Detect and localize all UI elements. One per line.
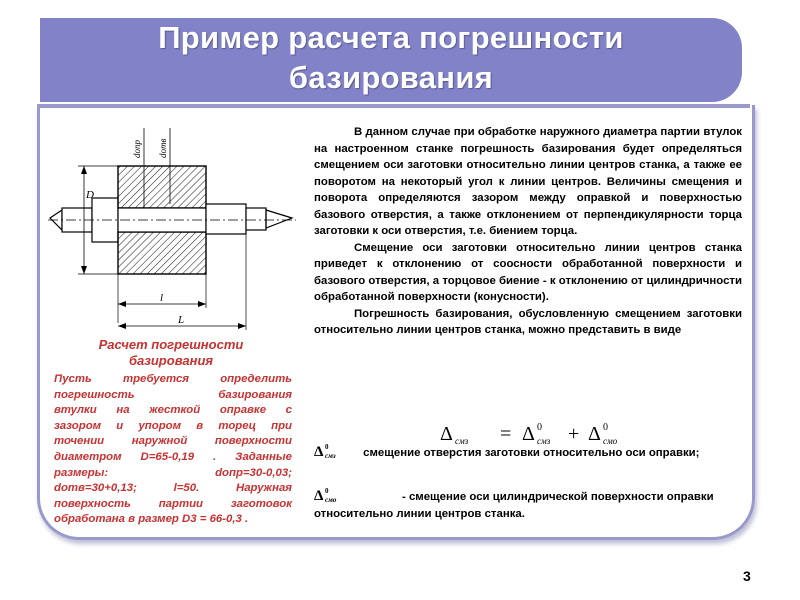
formula-rhs2-sub: смо (603, 436, 618, 446)
formula-lhs-sub: смз (455, 436, 469, 446)
sleeve-upper (118, 166, 206, 208)
caption-line-2: базирования (128, 353, 214, 368)
delta-smo-symbol (314, 487, 402, 503)
mandrel-sleeve-drawing (48, 118, 296, 340)
svg-text:Δ: Δ (314, 488, 324, 503)
svg-text:Δ: Δ (440, 423, 453, 445)
svg-text:смз: смз (325, 452, 336, 459)
svg-text:+: + (568, 423, 580, 445)
dim-label-dopr: dопр (132, 140, 142, 158)
problem-line: погрешность базирования (54, 388, 292, 401)
problem-line: размеры: dопр=30-0,03; (54, 466, 292, 479)
formula-sup-2: 0 (603, 422, 608, 433)
paragraph-3: Погрешность базирования, обусловленную смещением заготовки относительно линии центров станка, можно представить в виде (314, 307, 742, 336)
slide-title (40, 18, 742, 98)
dim-label-L: L (178, 314, 185, 326)
problem-line: зазором и упором в торец при (54, 419, 292, 432)
caption-line-1: Расчет погрешности (98, 337, 244, 352)
svg-text:Δ: Δ (314, 444, 324, 459)
title-line-2: базирования (288, 60, 494, 95)
right-center (266, 210, 292, 228)
paragraph-1: В данном случае при обработке наружного диаметра партии втулок на настроенном станке погрешность базирования будет определяться смещением оси заготовки относительно линии центров станка, а также ее поворотом на некоторый угол к линии центров. Величины смещения и поворота определяются зазором между оправкой и поверхностью базового отверстия, а также отклонением от перпендикулярности торца заготовки к оси отверстия, т.е. биением торца. (314, 126, 742, 237)
problem-line: втулки на жесткой оправке с (54, 404, 292, 417)
definition-1 (314, 443, 742, 462)
right-shaft (246, 208, 266, 230)
problem-statement (54, 372, 292, 528)
explanation-text (314, 124, 742, 339)
problem-line: поверхность партии заготовок (54, 497, 292, 510)
paragraph-2: Смещение оси заготовки относительно линии центров станка приведет к отклонению от соосности обработанной поверхности и базового отверстия, а торцовое биение - к отклонению от цилиндричности обработанной поверхности (конусности). (314, 241, 742, 303)
dim-label-l: l (160, 292, 164, 304)
formula-rhs1-sub: смз (537, 436, 551, 446)
problem-line: dотв=30+0,13; l=50. Наружная (54, 482, 292, 495)
svg-text:=: = (500, 423, 512, 445)
svg-text:0: 0 (325, 443, 329, 451)
dim-label-dotv: dотв (158, 138, 168, 158)
problem-line: Пусть требуется определить (54, 373, 292, 385)
definition-2-text: - смещение оси цилиндрической поверхности оправки относительно линии центров станка. (314, 491, 714, 520)
definition-2 (314, 487, 742, 522)
mandrel-right (206, 204, 246, 234)
svg-text:0: 0 (325, 487, 329, 495)
problem-line: обработана в размер D3 = 66-0,3 . (54, 513, 249, 526)
delta-smz-symbol (314, 443, 360, 459)
sleeve-lower (118, 232, 206, 274)
problem-line: диаметром D=65-0,19 . Заданные (54, 450, 292, 463)
svg-text:смо: смо (325, 496, 337, 503)
svg-text:Δ: Δ (522, 423, 535, 445)
svg-text:Δ: Δ (588, 423, 601, 445)
dim-label-D: D (86, 189, 94, 201)
title-line-1: Пример расчета погрешности (158, 20, 624, 55)
page-number: 3 (743, 568, 751, 584)
problem-line: точении наружной поверхности (54, 435, 292, 448)
formula-sup-1: 0 (537, 422, 542, 433)
definition-1-text: смещение отверстия заготовки относительно оси оправки; (360, 447, 700, 459)
drawing-caption (54, 337, 288, 369)
